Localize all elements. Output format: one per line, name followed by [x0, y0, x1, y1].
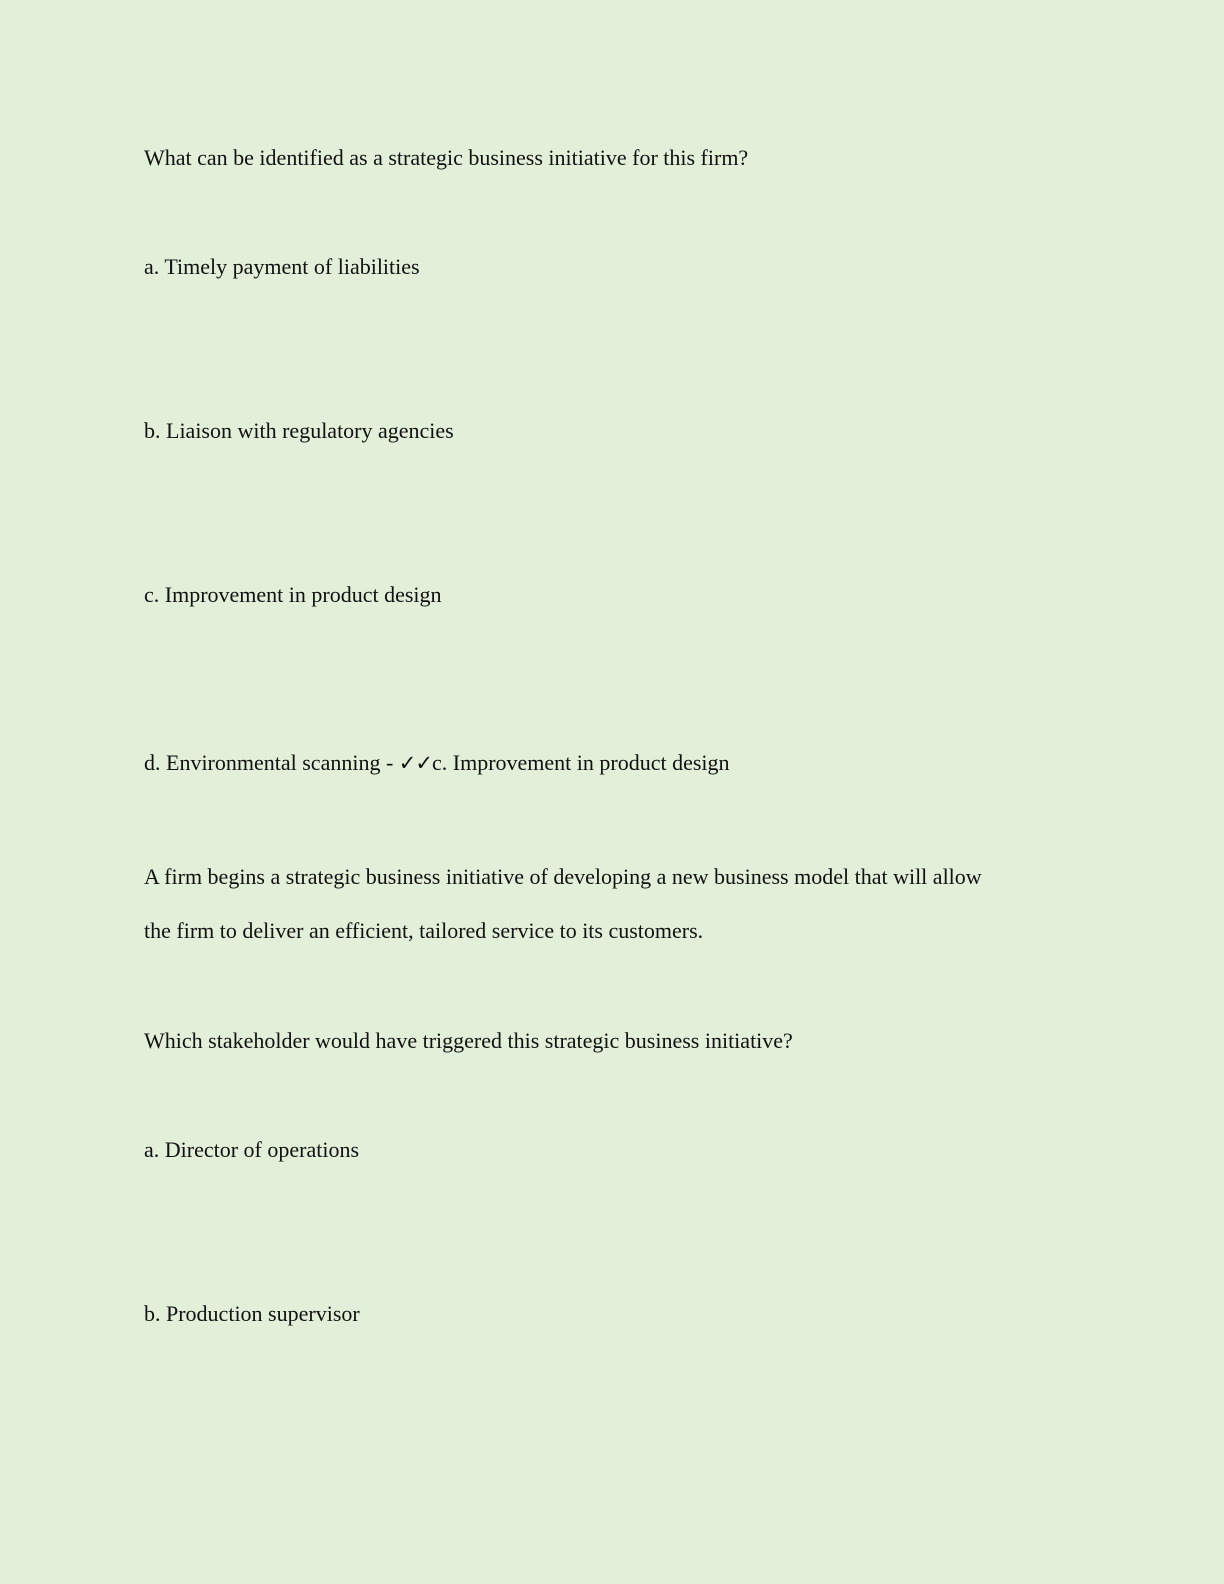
question1-prompt: What can be identified as a strategic business initiative for this firm?: [144, 145, 749, 170]
question2-option-a: a. Director of operations: [144, 1137, 360, 1162]
question2-option-b: b. Production supervisor: [144, 1301, 360, 1326]
checkmark-icon: ✓✓: [398, 751, 432, 775]
question1-option-c: c. Improvement in product design: [144, 582, 442, 607]
scenario-line-2: the firm to deliver an efficient, tailored service to its customers.: [144, 918, 704, 943]
question1-option-b: b. Liaison with regulatory agencies: [144, 418, 454, 443]
question2-prompt: Which stakeholder would have triggered this strategic business initiative?: [144, 1028, 793, 1053]
question1-option-d: d. Environmental scanning -: [144, 750, 399, 775]
scenario-line-1: A firm begins a strategic business initiative of developing a new business model that will allow: [144, 864, 982, 889]
question1-option-a: a. Timely payment of liabilities: [144, 254, 420, 279]
question1-answer: c. Improvement in product design: [431, 750, 730, 775]
question1-option-d-with-answer: [144, 748, 730, 778]
